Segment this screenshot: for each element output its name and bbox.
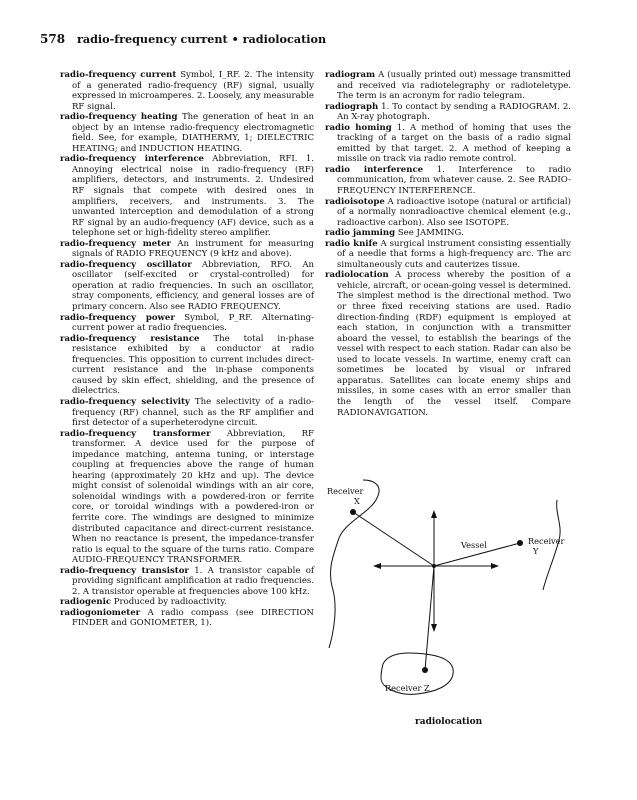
entry-definition: Abbreviation, RFI. 1. Annoying electrical noise in radio-frequency (RF) amplifiers, detectors, and instruments. 2. Undesired RF signals that compete with desired ones in amplifiers, receivers, and instruments. 3. The unwanted interception and demodulation of a strong RF signal by an audio-frequency (AF) device, such as a telephone set or high-fidelity stereo amplifier. xyxy=(72,154,314,239)
arrow-west-head xyxy=(373,563,381,569)
dictionary-entry xyxy=(60,597,314,608)
entry-definition: The selectivity of a radio-frequency (RF) channel, such as the RF amplifier and first detector of a superheterodyne circuit. xyxy=(72,396,315,429)
entry-definition: 1. A transistor capable of providing significant amplification at radio frequencies. 2. A transistor operable at frequencies above 100 kHz. xyxy=(72,565,314,597)
dictionary-entry xyxy=(325,70,571,102)
entry-definition: A radioactive isotope (natural or artificial) of a normally nonradioactive chemical element (e.g., radioactive carbon). Also see ISOTOPE. xyxy=(337,196,571,228)
figure-caption: radiolocation xyxy=(415,717,483,727)
entry-term: radio-frequency interference xyxy=(60,154,204,165)
dictionary-entry xyxy=(325,102,571,123)
dictionary-entry xyxy=(325,197,571,229)
dictionary-entry xyxy=(60,70,314,112)
dictionary-entry xyxy=(325,165,571,197)
dictionary-entry xyxy=(325,270,571,418)
arrow-east-head xyxy=(491,563,499,569)
dictionary-entry xyxy=(325,228,571,239)
entry-definition: An instrument for measuring signals of RADIO FREQUENCY (9 kHz and above). xyxy=(72,238,314,260)
entry-definition: Symbol, P_RF. Alternating-current power at radio frequencies. xyxy=(72,312,314,334)
entry-term: radiograph xyxy=(325,101,379,112)
bearing-line-x xyxy=(353,512,434,566)
vessel-dot xyxy=(432,564,436,568)
dictionary-entry xyxy=(60,260,314,313)
entry-definition: 1. A method of homing that uses the tracking of a target on the basis of a radio signal emitted by that target. 2. A method of keeping a missile on track via radio remote control. xyxy=(337,122,571,165)
dictionary-entry xyxy=(60,112,314,154)
dictionary-entry xyxy=(325,123,571,165)
entry-definition: 1. To contact by sending a RADIOGRAM. 2. An X-ray photograph. xyxy=(337,101,571,123)
entry-term: radio interference xyxy=(325,164,424,175)
dictionary-entry xyxy=(60,429,314,566)
dictionary-entry xyxy=(60,397,314,429)
entry-definition: Symbol, I_RF. 2. The intensity of a generated radio-frequency (RF) signal, usually expressed in microamperes. 2. Loosely, any measurable RF signal. xyxy=(72,70,314,112)
header-title: radio-frequency current • radiolocation xyxy=(76,32,327,46)
entry-term: radiogenic xyxy=(60,597,112,608)
entry-definition: 1. Interference to radio communication, from whatever cause. 2. See RADIO-FREQUENCY INTERFERENCE. xyxy=(337,164,572,197)
entry-term: radio-frequency selectivity xyxy=(60,396,190,407)
dictionary-entry xyxy=(60,239,314,260)
receiver-z-label: Receiver Z xyxy=(385,683,430,693)
entry-definition: See JAMMING. xyxy=(395,228,464,239)
entry-term: radio-frequency meter xyxy=(60,238,172,249)
vessel-label: Vessel xyxy=(461,540,487,550)
entry-term: radio jamming xyxy=(325,228,396,239)
entry-definition: Produced by radioactivity. xyxy=(111,597,227,608)
left-column xyxy=(60,70,314,629)
entry-term: radiolocation xyxy=(325,270,389,281)
arrow-north-head xyxy=(431,510,437,518)
entry-term: radiogram xyxy=(325,70,376,80)
entry-definition: Abbreviation, RFO. An oscillator (self-excited or crystal-controlled) for operation at radio frequencies. In such an oscillator, stray components, efficiency, and general losses are of primary concern. Also see RADIO FREQUENCY. xyxy=(72,259,314,313)
entry-term: radio-frequency transistor xyxy=(60,565,189,576)
entry-term: radioisotope xyxy=(325,196,385,207)
dictionary-entry xyxy=(60,313,314,334)
entry-term: radio knife xyxy=(325,238,378,249)
page-number: 578 xyxy=(40,32,66,46)
entry-term: radiogoniometer xyxy=(60,607,141,618)
dictionary-entry xyxy=(60,566,314,598)
dictionary-entry xyxy=(60,608,314,629)
entry-term: radio-frequency resistance xyxy=(60,333,200,344)
entry-definition: A process whereby the position of a vehicle, aircraft, or ocean-going vessel is determined. The simplest method is the directional method. Two or three fixed receiving stations are used. Radio direction-finding (RDF) equipment is employed at each station, in conjunction with a transmitter aboard the vessel, to establish the bearings of the vessel with respect to each station. Radar can also be used to locate vessels. In wartime, enemy craft can sometimes be located by visual or infrared apparatus. Satellites can locate enemy ships and missiles, in some cases with an error smaller than the length of the vessel itself. Compare RADIONAVIGATION. xyxy=(337,270,571,418)
entry-definition: The generation of heat in an object by an intense radio-frequency electromagnetic field. See, for example, DIATHERMY, 1; DIELECTRIC HEATING; and INDUCTION HEATING. xyxy=(72,112,314,154)
dictionary-entry xyxy=(325,239,571,271)
entry-term: radio-frequency heating xyxy=(60,112,178,123)
running-header xyxy=(40,32,326,46)
radiolocation-diagram xyxy=(325,478,571,708)
entry-definition: A surgical instrument consisting essentially of a needle that forms a high-frequency arc. The arc simultaneously cuts and cauterizes tissue. xyxy=(337,238,571,270)
dictionary-entry xyxy=(60,334,314,397)
receiver-y-dot xyxy=(517,540,523,546)
entry-term: radio-frequency transformer xyxy=(60,428,211,439)
entry-term: radio-frequency current xyxy=(60,70,177,80)
entry-definition: The total in-phase resistance exhibited by a conductor at radio frequencies. This opposition to current includes direct-current resistance and the in-phase components caused by skin effect, shielding, and the presence of dielectrics. xyxy=(72,333,314,397)
entry-term: radio-frequency power xyxy=(60,312,175,323)
receiver-x-label: Receiver X xyxy=(327,486,364,506)
entry-term: radio homing xyxy=(325,122,392,133)
entry-definition: A radio compass (see DIRECTION FINDER and GONIOMETER, 1). xyxy=(72,607,314,629)
arrow-south-head xyxy=(431,624,437,632)
receiver-y-label: Receiver Y xyxy=(528,536,565,556)
right-column xyxy=(325,70,571,418)
receiver-x-dot xyxy=(350,509,356,515)
receiver-z-dot xyxy=(422,667,428,673)
entry-definition: Abbreviation, RF transformer. A device used for the purpose of impedance matching, antenna tuning, or interstage coupling at frequencies above the range of human hearing (approximately 20 kHz and up). The device might consist of solenoidal windings with an air core, solenoidal windings with a powdered-iron or ferrite core, or toroidal windings with a powdered-iron or ferrite core. The windings are designed to minimize distributed capacitance and direct-current resistance. When no reactance is present, the impedance-transfer ratio is equal to the square of the turns ratio. Compare AUDIO-FREQUENCY TRANSFORMER. xyxy=(72,428,314,566)
dictionary-entry xyxy=(60,154,314,238)
entry-definition: A (usually printed out) message transmitted and received via radiotelegraphy or radioteletype. The term is an acronym for radio telegram. xyxy=(337,70,571,102)
entry-term: radio-frequency oscillator xyxy=(60,259,192,270)
